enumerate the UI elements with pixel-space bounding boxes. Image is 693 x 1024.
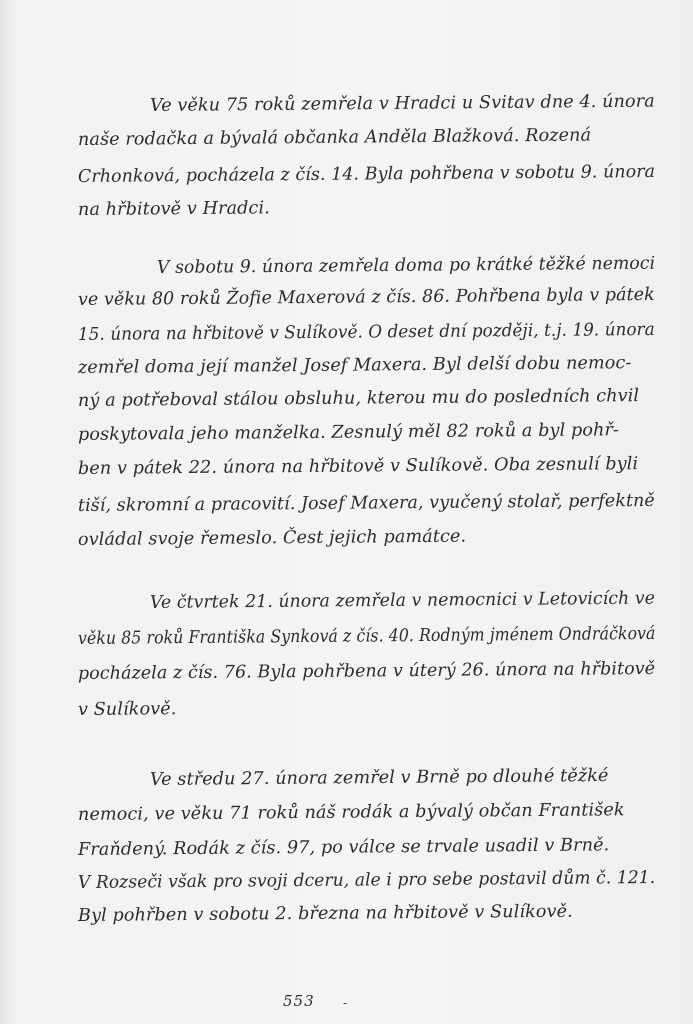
text-line: v Sulíkově. <box>77 699 177 720</box>
page-mark: - <box>343 996 348 1010</box>
text-line: ovládal svoje řemeslo. Čest jejich památce. <box>77 526 467 550</box>
page-number: 553 <box>283 992 315 1010</box>
text-line: V Rozseči však pro svoji dceru, ale i pro sebe postavil dům č. 121. <box>77 867 656 893</box>
text-line: 15. února na hřbitově v Sulíkově. O deset dní později, t.j. 19. února <box>77 319 655 345</box>
text-line: poskytovala jeho manželka. Zesnulý měl 82 roků a byl pohř- <box>77 420 620 445</box>
text-line: tiší, skromní a pracovití. Josef Maxera, vyučený stolař, perfektně <box>77 490 655 516</box>
text-line: ný a potřeboval stálou obsluhu, kterou mu do posledních chvil <box>77 386 640 411</box>
text-line: nemoci, ve věku 71 roků náš rodák a bývalý občan František <box>77 800 625 825</box>
text-line: Ve středu 27. února zemřel v Brně po dlouhé těžké <box>149 765 609 790</box>
text-line: Ve čtvrtek 21. února zemřela v nemocnici v Letovicích ve <box>149 588 656 613</box>
text-line: Ve věku 75 roků zemřela v Hradci u Svitav dne 4. února <box>149 91 655 116</box>
text-line: věku 85 roků Františka Synková z čís. 40. Rodným jménem Ondráčková <box>77 623 656 649</box>
text-line: V sobotu 9. února zemřela doma po krátké těžké nemoci <box>156 253 656 278</box>
text-line: ve věku 80 roků Žofie Maxerová z čís. 86. Pohřbena byla v pátek <box>77 284 655 310</box>
text-line: Byl pohřben v sobotu 2. března na hřbitově v Sulíkově. <box>77 901 573 926</box>
text-line: zemřel doma její manžel Josef Maxera. Byl delší dobu nemoc- <box>77 353 632 378</box>
text-line: ben v pátek 22. února na hřbitově v Sulíkově. Oba zesnulí byli <box>77 454 639 479</box>
text-line: Crhonková, pocházela z čís. 14. Byla pohřbena v sobotu 9. února <box>77 161 656 187</box>
text-line: Fraňdený. Rodák z čís. 97, po válce se trvale usadil v Brně. <box>77 835 610 860</box>
text-line: na hřbitově v Hradci. <box>77 198 270 220</box>
text-line: naše rodačka a bývalá občanka Anděla Blažková. Rozená <box>77 125 592 150</box>
text-line: pocházela z čís. 76. Byla pohřbena v úterý 26. února na hřbitově <box>77 658 656 684</box>
